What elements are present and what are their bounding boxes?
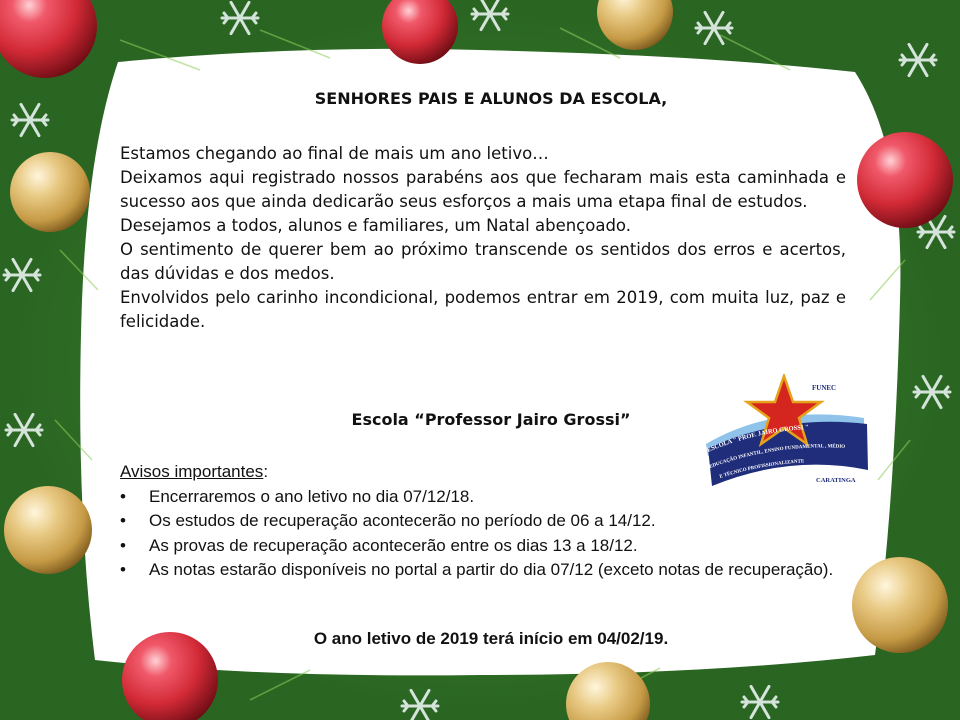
logo-line-1-path: EDUCAÇÃO INFANTIL, ENSINO FUNDAMENTAL , MÉDIO — [708, 444, 846, 470]
notices-list — [120, 485, 862, 583]
school-year-start-note: O ano letivo de 2019 terá início em 04/02/19. — [313, 629, 669, 648]
logo-line-2-path: E TÉCNICO PROFISSIONALIZANTE — [719, 459, 805, 480]
message-body — [120, 142, 846, 334]
school-logo — [704, 374, 870, 486]
notice-item: • As provas de recuperação acontecerão entre os dias 13 a 18/12. — [120, 534, 862, 559]
message-paragraph: Estamos chegando ao final de mais um ano letivo… — [120, 144, 549, 163]
logo-arc-text-path: ESCOLA " PROF. JAIRO GROSSI " — [706, 424, 809, 454]
notice-heading: SENHORES PAIS E ALUNOS DA ESCOLA, — [314, 89, 668, 108]
message-paragraph: Deixamos aqui registrado nossos parabéns aos que fecharam mais esta caminhada e sucesso aos que ainda dedicarão seus esforços a mais uma etapa final de estudos. — [120, 168, 846, 211]
school-name: Escola “Professor Jairo Grossi” — [351, 410, 631, 429]
notices-title-text: Avisos importantes — [120, 462, 264, 481]
notice-item: • Os estudos de recuperação acontecerão no período de 06 a 14/12. — [120, 509, 862, 534]
message-paragraph: O sentimento de querer bem ao próximo transcende os sentidos dos erros e acertos, das dúvidas e dos medos. — [120, 240, 846, 283]
logo-city: CARATINGA — [816, 477, 856, 484]
notice-item: • Encerraremos o ano letivo no dia 07/12/18. — [120, 485, 862, 510]
notice-item: • As notas estarão disponíveis no portal a partir do dia 07/12 (exceto notas de recuperação). — [120, 558, 862, 583]
message-paragraph: Envolvidos pelo carinho incondicional, podemos entrar em 2019, com muita luz, paz e felicidade. — [120, 288, 846, 331]
message-paragraph: Desejamos a todos, alunos e familiares, um Natal abençoado. — [120, 216, 631, 235]
logo-funec-label: FUNEC — [812, 384, 837, 392]
notices-title-colon: : — [263, 462, 269, 481]
